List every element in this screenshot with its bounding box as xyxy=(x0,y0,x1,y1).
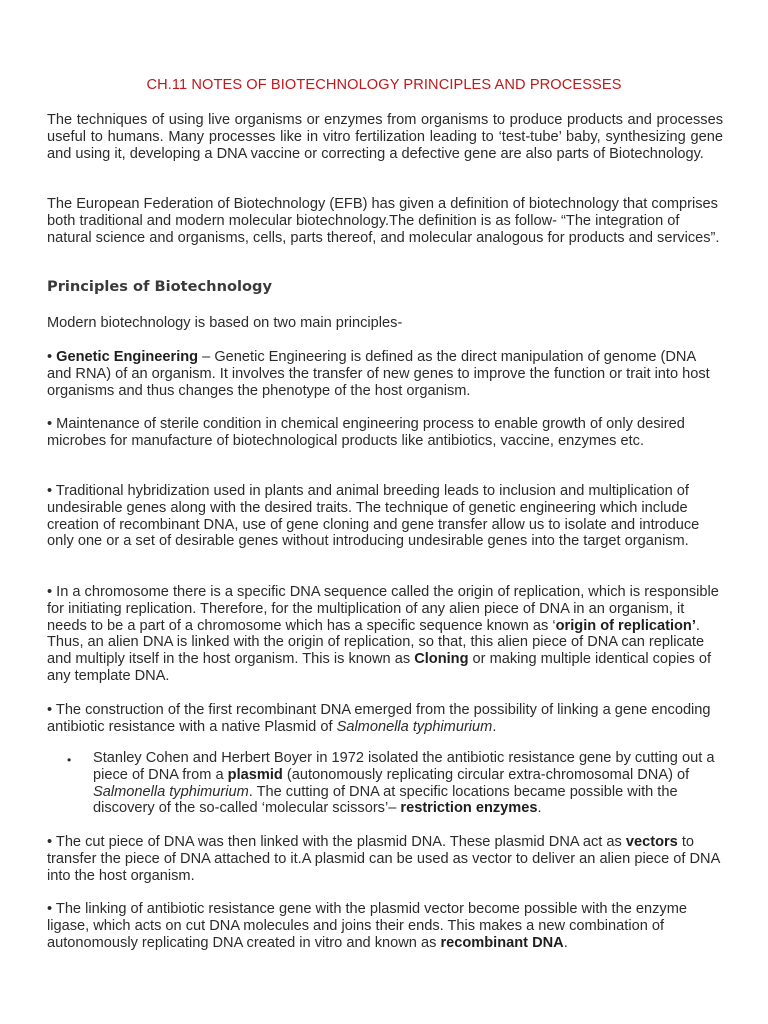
origin-of-replication-term: origin of replication’ xyxy=(555,617,696,634)
intro-paragraph: The techniques of using live organisms or enzymes from organisms to produce products and processes useful to humans. Many processes like in vitro fertilization leading to ‘test-tube’ baby, synthesizing gene and using it, developing a DNA vaccine or correcting a defective gene are also parts of Biotechnology. xyxy=(47,112,723,162)
restriction-enzymes-term: restriction enzymes xyxy=(400,800,538,817)
linking-paragraph xyxy=(47,901,723,951)
paragraph-text: . xyxy=(537,800,542,817)
paragraph-text: . xyxy=(563,934,568,951)
hybridization-paragraph: • Traditional hybridization used in plants and animal breeding leads to inclusion and multiplication of undesirable genes along with the desired traits. The technique of genetic engineering which include creation of recombinant DNA, use of gene cloning and gene transfer allow us to isolate and introduce only one or a set of desirable genes without introducing undesirable genes into the target organism. xyxy=(47,483,700,550)
paragraph-text: or making multiple identical copies of any template DNA. xyxy=(47,651,712,684)
vectors-term: vectors xyxy=(625,834,678,850)
cohen-boyer-list-item xyxy=(93,750,723,817)
paragraph-text: . Thus, an alien DNA is linked with the origin of replication, so that, this alien piece of DNA can replicate and multiply itself in the host organism. This is known as xyxy=(47,617,705,668)
list-bullet: • xyxy=(67,753,72,767)
plasmid-term: plasmid xyxy=(227,766,283,783)
paragraph-text: Stanley Cohen and Herbert Boyer in 1972 isolated the antibiotic resistance gene by cutting out a piece of DNA from a xyxy=(93,750,715,783)
paragraph-text: • The construction of the first recombinant DNA emerged from the possibility of linking a gene encoding antibiotic resistance with a native Plasmid of xyxy=(47,702,711,735)
sterile-paragraph: • Maintenance of sterile condition in chemical engineering process to enable growth of only desired microbes for manufacture of biotechnological products like antibiotics, vaccine, enzymes etc. xyxy=(47,416,685,449)
cloning-term: Cloning xyxy=(414,651,469,668)
efb-paragraph: The European Federation of Biotechnology (EFB) has given a definition of biotechnology that comprises both traditional and modern molecular biotechnology.The definition is as follow- “The integration of natural science and organisms, cells, parts thereof, and molecular analogous for products and services”. xyxy=(47,196,720,246)
salmonella-term: Salmonella typhimurium xyxy=(93,783,249,800)
section-heading: Principles of Biotechnology xyxy=(47,278,272,295)
paragraph-text: to transfer the piece of DNA attached to it.A plasmid can be used as vector to deliver an alien piece of DNA into the host organism. xyxy=(47,834,720,884)
salmonella-term: Salmonella typhimurium xyxy=(336,718,493,735)
cut-piece-paragraph xyxy=(47,834,723,884)
genetic-engineering-term: Genetic Engineering xyxy=(56,349,199,365)
paragraph-text: – Genetic Engineering is defined as the direct manipulation of genome (DNA and RNA) of an organism. It involves the transfer of new genes to improve the function or trait into host organisms and thus changes the phenotype of the host organism. xyxy=(47,349,710,399)
paragraph-text: • The linking of antibiotic resistance gene with the plasmid vector become possible with the enzyme ligase, which acts on cut DNA molecules and joins their ends. This makes a new combination of autonomously replicating DNA created in vitro and known as xyxy=(47,901,688,951)
paragraph-text: . The cutting of DNA at specific locations became possible with the discovery of the so-called ‘molecular scissors’– xyxy=(93,783,678,817)
recombinant-dna-term: recombinant DNA xyxy=(440,934,564,951)
paragraph-text: (autonomously replicating circular extra-chromosomal DNA) of xyxy=(282,766,690,783)
chromosome-paragraph xyxy=(47,584,723,685)
paragraph-text: • The cut piece of DNA was then linked with the plasmid DNA. These plasmid DNA act as xyxy=(47,834,626,850)
page-title: CH.11 NOTES OF BIOTECHNOLOGY PRINCIPLES AND PROCESSES xyxy=(146,77,622,93)
bullet-text: • xyxy=(47,349,57,365)
paragraph-text: • In a chromosome there is a specific DNA sequence called the origin of replication, which is responsible for initiating replication. Therefore, for the multiplication of any alien piece of DNA in an organism, it needs to be a part of a chromosome which has a specific sequence known as ‘ xyxy=(47,584,719,634)
modern-paragraph: Modern biotechnology is based on two main principles- xyxy=(47,315,403,331)
construction-paragraph xyxy=(47,702,723,736)
genetic-engineering-paragraph xyxy=(47,349,723,399)
paragraph-text: . xyxy=(492,718,497,735)
